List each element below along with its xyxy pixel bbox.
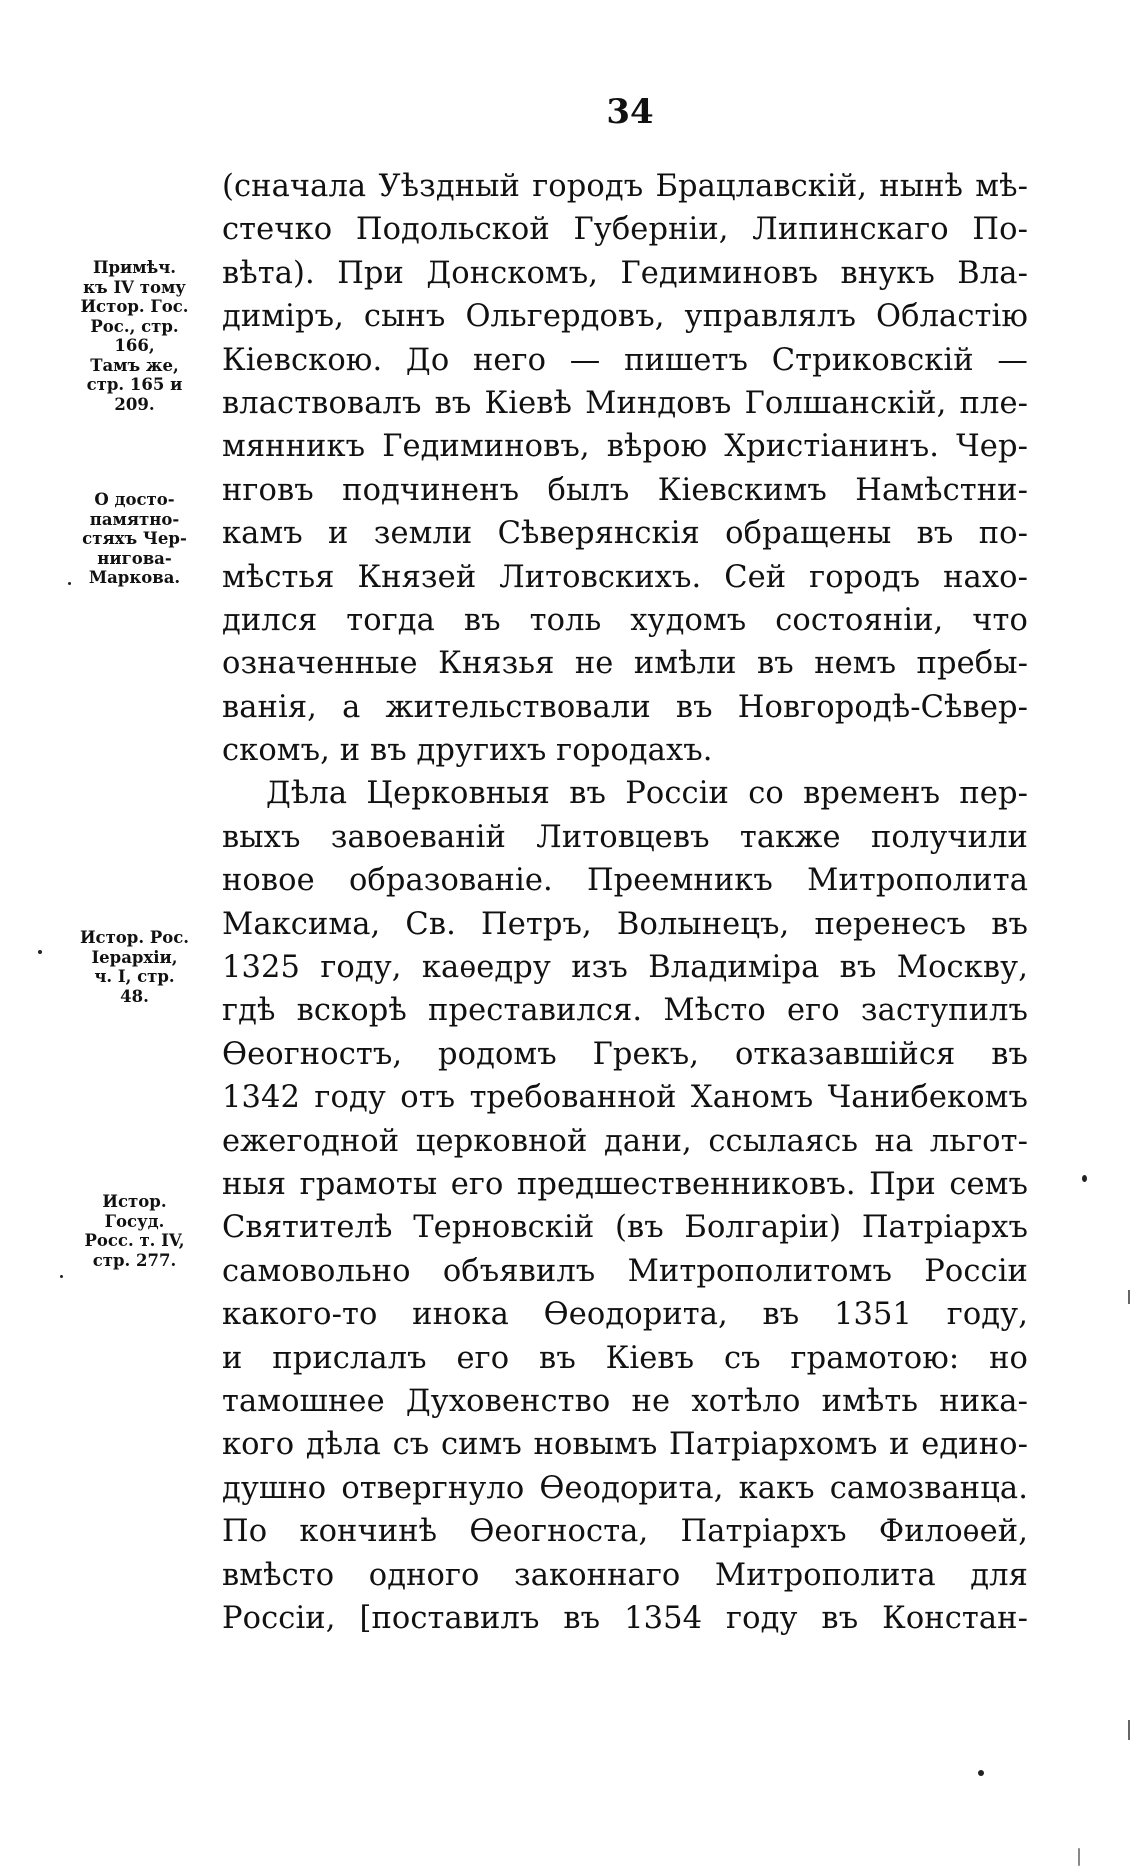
scan-speck <box>1078 1848 1080 1866</box>
body-line: стечко Подольской Губерніи, Липинскаго По- <box>222 212 1028 248</box>
body-line: вѣта). При Донскомъ, Гедиминовъ внукъ Вла- <box>222 255 1028 291</box>
margin-note-line: стяхъ Чер- <box>82 529 187 548</box>
margin-note-line: Маркова. <box>88 568 181 587</box>
body-line: ванія, а жительствовали въ Новгородѣ-Сѣвер- <box>222 689 1028 725</box>
body-line: самовольно объявилъ Митрополитомъ Россіи <box>222 1253 1028 1289</box>
margin-note-line: О досто- <box>94 490 175 509</box>
body-line: Дѣла Церковныя въ Россіи со временъ пер- <box>266 776 1028 812</box>
body-line: душно отвергнуло Ѳеодорита, какъ самозванца. <box>222 1470 1028 1506</box>
body-text <box>222 165 1028 1640</box>
body-line: дился тогда въ толь худомъ состояніи, что <box>222 602 1028 638</box>
page-number: 34 <box>606 92 654 132</box>
margin-note-chernigov <box>52 490 217 588</box>
body-line: диміръ, сынъ Ольгердовъ, управлялъ Областію <box>222 299 1028 335</box>
body-line: означенные Князья не имѣли въ немъ пребы- <box>222 646 1028 682</box>
body-line: 1325 году, каѳедру изъ Владиміра въ Москву, <box>222 950 1028 986</box>
margin-note-line: нигова- <box>97 548 172 568</box>
body-line: гдѣ вскорѣ преставился. Мѣсто его заступилъ <box>222 993 1028 1029</box>
scan-speck <box>38 950 42 954</box>
body-line: тамошнее Духовенство не хотѣло имѣть ника- <box>222 1383 1028 1419</box>
body-line: и прислалъ его въ Кіевъ съ грамотою: но <box>222 1340 1028 1376</box>
body-line: кого дѣла съ симъ новымъ Патріархомъ и едино- <box>222 1427 1028 1463</box>
margin-note-line: 166, <box>114 336 155 355</box>
scan-speck <box>60 1275 63 1278</box>
margin-note-line: Истор. Гос. <box>80 297 189 316</box>
margin-note-line: Истор. Рос. <box>79 928 190 947</box>
body-line: новое образованіе. Преемникъ Митрополита <box>222 863 1028 899</box>
body-line: По кончинѣ Ѳеогноста, Патріархъ Филоѳей, <box>222 1514 1028 1550</box>
margin-note-line: памятно- <box>89 509 180 529</box>
margin-note-line: стр. 277. <box>92 1250 177 1270</box>
scan-edge-mark <box>1128 1290 1130 1304</box>
body-line: Святителѣ Терновскій (въ Болгаріи) Патріархъ <box>222 1210 1028 1246</box>
scan-speck <box>978 1770 984 1776</box>
body-line: Россіи, [поставилъ въ 1354 году въ Констан- <box>222 1600 1028 1636</box>
scan-edge-mark <box>1128 1720 1130 1740</box>
body-line: мѣстья Князей Литовскихъ. Сей городъ нахо- <box>222 559 1028 595</box>
body-line: ежегодной церковной дани, ссылаясь на льгот- <box>222 1123 1028 1159</box>
margin-note-line: къ IV тому <box>83 277 186 297</box>
body-line: Максима, Св. Петръ, Волынецъ, перенесъ въ <box>222 906 1028 942</box>
margin-note-line: Истор. <box>102 1192 167 1211</box>
body-line: вмѣсто одного законнаго Митрополита для <box>222 1557 1028 1593</box>
margin-note-line: стр. 165 и <box>86 375 183 394</box>
body-line: камъ и земли Сѣверянскія обращены въ по- <box>222 516 1028 552</box>
body-line: (сначала Уѣздный городъ Брацлавскій, нынѣ мѣ- <box>222 169 1028 204</box>
margin-note-line: Госуд. <box>104 1211 165 1231</box>
margin-note-ierarkhia <box>52 928 217 1006</box>
body-line: какого-то инока Ѳеодорита, въ 1351 году, <box>222 1297 1028 1333</box>
margin-note-line: Рос., стр. <box>90 316 179 336</box>
margin-note-line: Росс. т. IV, <box>84 1231 185 1250</box>
body-line: нговъ подчиненъ былъ Кіевскимъ Намѣстни- <box>222 472 1028 508</box>
body-line: властвовалъ въ Кіевѣ Миндовъ Голшанскій, пле- <box>222 385 1028 421</box>
body-line: 1342 году отъ требованной Ханомъ Чанибекомъ <box>222 1080 1028 1116</box>
body-line: мянникъ Гедиминовъ, вѣрою Христіанинъ. Чер- <box>222 429 1028 465</box>
margin-note-istor-gosud <box>52 1192 217 1270</box>
body-line: скомъ, и въ другихъ городахъ. <box>222 733 713 769</box>
margin-note-line: 209. <box>114 394 155 414</box>
margin-note-primech <box>52 258 217 414</box>
margin-note-line: Тамъ же, <box>90 355 179 375</box>
body-line: ныя грамоты его предшественниковъ. При семъ <box>222 1166 1028 1202</box>
margin-note-line: Іерархіи, <box>91 947 178 967</box>
body-line: выхъ завоеваній Литовцевъ также получили <box>222 819 1028 855</box>
margin-note-line: ч. I, стр. <box>94 967 175 986</box>
margin-note-line: 48. <box>120 986 149 1006</box>
scan-speck <box>1082 1175 1087 1182</box>
margin-note-line: Примѣч. <box>92 258 177 277</box>
body-line: Кіевскою. До него — пишетъ Стриковскій — <box>222 342 1028 378</box>
body-line: Ѳеогностъ, родомъ Грекъ, отказавшійся въ <box>222 1036 1028 1072</box>
scan-speck <box>68 582 71 585</box>
